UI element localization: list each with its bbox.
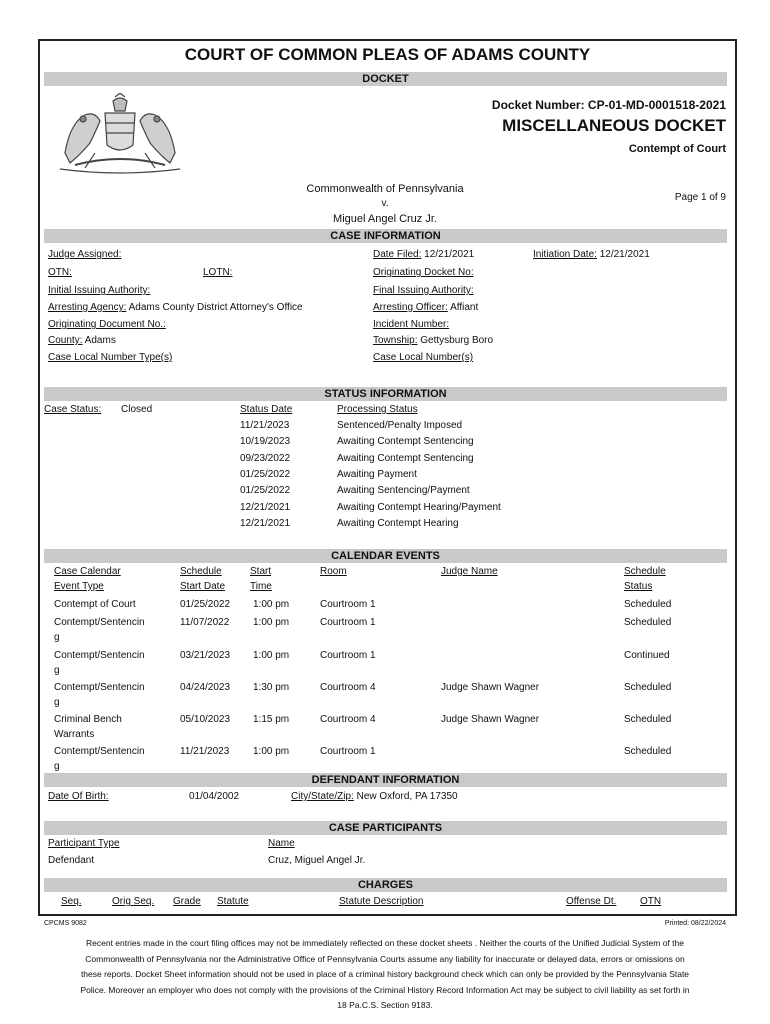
calendar-time: 1:00 pm xyxy=(253,617,290,628)
calendar-event-type-cont: g xyxy=(54,697,60,708)
processing-status: Awaiting Contempt Sentencing xyxy=(337,436,474,447)
charges-description-header: Statute Description xyxy=(339,896,424,907)
township-row xyxy=(373,335,493,346)
printed-date: Printed: 08/22/2024 xyxy=(664,920,726,927)
calendar-room: Courtroom 1 xyxy=(320,617,376,628)
case-participants-bar: CASE PARTICIPANTS xyxy=(44,821,727,835)
status-row xyxy=(240,420,289,431)
initiation-date-row xyxy=(533,249,650,260)
docket-bar: DOCKET xyxy=(44,72,727,86)
caption-versus: v. xyxy=(381,198,389,209)
participant-name-header: Name xyxy=(268,838,295,849)
calendar-room: Courtroom 1 xyxy=(320,599,376,610)
court-title: COURT OF COMMON PLEAS OF ADAMS COUNTY xyxy=(184,45,591,64)
case-information-bar: CASE INFORMATION xyxy=(44,229,727,243)
calendar-events-bar: CALENDAR EVENTS xyxy=(44,549,727,563)
charges-grade-header: Grade xyxy=(173,896,201,907)
processing-status: Awaiting Contempt Hearing xyxy=(337,518,459,529)
county-label: County: xyxy=(48,335,83,346)
calendar-status: Scheduled xyxy=(624,682,672,693)
calendar-time: 1:15 pm xyxy=(253,714,290,725)
calendar-event-type-cont: Warrants xyxy=(54,729,95,740)
calendar-date: 05/10/2023 xyxy=(180,714,231,725)
calendar-date: 04/24/2023 xyxy=(180,682,231,693)
calendar-room: Courtroom 4 xyxy=(320,714,376,725)
participant-type: Defendant xyxy=(48,855,95,866)
form-id: CPCMS 9082 xyxy=(44,920,87,927)
status-row xyxy=(337,420,462,431)
calendar-room: Courtroom 4 xyxy=(320,682,376,693)
arresting-agency-value: Adams County District Attorney's Office xyxy=(128,302,303,313)
charges-offense-date-header: Offense Dt. xyxy=(566,896,617,907)
initiation-date-label: Initiation Date: xyxy=(533,249,597,260)
calendar-event-type: Criminal Bench xyxy=(54,714,122,725)
status-row xyxy=(337,502,501,513)
docket-type: MISCELLANEOUS DOCKET xyxy=(502,116,726,135)
county-value: Adams xyxy=(84,335,116,346)
final-issuing-authority-label: Final Issuing Authority: xyxy=(373,285,474,296)
status-row xyxy=(337,469,417,480)
township-label: Township: xyxy=(373,335,418,346)
initiation-date-value: 12/21/2021 xyxy=(599,249,650,260)
processing-status: Awaiting Contempt Hearing/Payment xyxy=(337,502,501,513)
calendar-event-type-cont: g xyxy=(54,761,60,772)
case-status-label: Case Status: xyxy=(44,404,102,415)
initial-issuing-authority-label: Initial Issuing Authority: xyxy=(48,285,151,296)
participant-name: Cruz, Miguel Angel Jr. xyxy=(268,855,366,866)
status-row xyxy=(240,518,290,529)
status-date: 09/23/2022 xyxy=(240,453,291,464)
calendar-status: Scheduled xyxy=(624,599,672,610)
arresting-officer-value: Affiant xyxy=(450,302,479,313)
schedule-date-header-2: Start Date xyxy=(180,581,226,592)
calendar-status: Scheduled xyxy=(624,746,672,757)
case-status-value: Closed xyxy=(121,404,153,415)
status-row xyxy=(337,453,474,464)
calendar-time: 1:30 pm xyxy=(253,682,290,693)
status-date-header: Status Date xyxy=(240,404,293,415)
calendar-room: Courtroom 1 xyxy=(320,650,376,661)
calendar-date: 03/21/2023 xyxy=(180,650,231,661)
status-row xyxy=(240,469,290,480)
calendar-event-type: Contempt of Court xyxy=(54,599,136,610)
charges-seq-header: Seq. xyxy=(61,896,82,907)
city-state-zip-label: City/State/Zip: xyxy=(291,791,354,802)
status-row xyxy=(337,485,470,496)
docket-number: Docket Number: CP-01-MD-0001518-2021 xyxy=(491,98,726,112)
dob-label: Date Of Birth: xyxy=(48,791,109,802)
charges-statute-header: Statute xyxy=(217,896,249,907)
calendar-event-type-cont: g xyxy=(54,665,60,676)
status-row xyxy=(337,518,459,529)
county-row xyxy=(48,335,116,346)
case-local-number-type-label: Case Local Number Type(s) xyxy=(48,352,173,363)
event-type-header-1: Case Calendar xyxy=(54,566,121,577)
processing-status: Awaiting Contempt Sentencing xyxy=(337,453,474,464)
schedule-status-header-2: Status xyxy=(624,581,653,592)
status-row xyxy=(240,453,290,464)
disclaimer-notice: Recent entries made in the court filing offices may not be immediately reflected on these docket sheets . Neither the courts of the Unified Judicial System of the Commonwealth of Pennsylvania nor the Administrative Office of Pennsylvania Courts assume any liability for inaccurate or delayed data, errors or omissions on these reports. Docket Sheet information should not be used in place of a criminal history background check which can only be provided by the Pennsylvania State Police. Moreover an employer who does not comply with the provisions of the Criminal History Record Information Act may be subject to civil liability as set forth in 18 Pa.C.S. Section 9183. xyxy=(80,938,690,1010)
status-row xyxy=(337,436,474,447)
pennsylvania-coat-of-arms-icon xyxy=(55,93,185,175)
schedule-status-header-1: Schedule xyxy=(624,566,666,577)
city-state-zip-row xyxy=(291,791,458,802)
calendar-time: 1:00 pm xyxy=(253,599,290,610)
arresting-officer-row xyxy=(373,302,478,313)
status-row xyxy=(240,436,290,447)
caption-defendant: Miguel Angel Cruz Jr. xyxy=(333,213,437,225)
charges-orig-seq-header: Orig Seq. xyxy=(112,896,155,907)
calendar-judge: Judge Shawn Wagner xyxy=(441,714,540,725)
participant-type-header: Participant Type xyxy=(48,838,120,849)
status-date: 11/21/2023 xyxy=(240,420,290,431)
calendar-status: Scheduled xyxy=(624,714,672,725)
status-date: 12/21/2021 xyxy=(240,502,291,513)
date-filed-label: Date Filed: xyxy=(373,249,422,260)
processing-status: Awaiting Payment xyxy=(337,469,417,480)
status-information-bar: STATUS INFORMATION xyxy=(44,387,727,401)
schedule-date-header-1: Schedule xyxy=(180,566,222,577)
calendar-event-type: Contempt/Sentencin xyxy=(54,746,145,757)
calendar-date: 11/07/2022 xyxy=(180,617,230,628)
judge-assigned-label: Judge Assigned: xyxy=(48,249,122,260)
status-date: 01/25/2022 xyxy=(240,469,291,480)
calendar-status: Scheduled xyxy=(624,617,672,628)
date-filed-value: 12/21/2021 xyxy=(424,249,475,260)
originating-docket-label: Originating Docket No: xyxy=(373,267,474,278)
defendant-information-bar: DEFENDANT INFORMATION xyxy=(44,773,727,787)
lotn-label: LOTN: xyxy=(203,267,233,278)
calendar-date: 01/25/2022 xyxy=(180,599,231,610)
date-filed-row xyxy=(373,249,474,260)
incident-number-label: Incident Number: xyxy=(373,319,450,330)
judge-name-header: Judge Name xyxy=(441,566,498,577)
status-date: 10/19/2023 xyxy=(240,436,291,447)
otn-label: OTN: xyxy=(48,267,72,278)
calendar-room: Courtroom 1 xyxy=(320,746,376,757)
start-time-header-2: Time xyxy=(250,581,272,592)
arresting-officer-label: Arresting Officer: xyxy=(373,302,448,313)
status-date: 01/25/2022 xyxy=(240,485,291,496)
docket-subtitle: Contempt of Court xyxy=(628,143,726,155)
calendar-event-type-cont: g xyxy=(54,632,60,643)
city-state-zip-value: New Oxford, PA 17350 xyxy=(356,791,458,802)
calendar-judge: Judge Shawn Wagner xyxy=(441,682,540,693)
arresting-agency-row xyxy=(48,302,303,313)
case-local-number-label: Case Local Number(s) xyxy=(373,352,474,363)
page-indicator: Page 1 of 9 xyxy=(674,192,726,203)
township-value: Gettysburg Boro xyxy=(420,335,494,346)
status-date: 12/21/2021 xyxy=(240,518,291,529)
calendar-time: 1:00 pm xyxy=(253,746,290,757)
processing-status-header: Processing Status xyxy=(337,404,418,415)
start-time-header-1: Start xyxy=(250,566,272,577)
calendar-event-type: Contempt/Sentencin xyxy=(54,617,145,628)
status-row xyxy=(240,485,290,496)
status-row xyxy=(240,502,290,513)
calendar-event-type: Contempt/Sentencin xyxy=(54,650,145,661)
processing-status: Awaiting Sentencing/Payment xyxy=(337,485,470,496)
dob-value: 01/04/2002 xyxy=(189,791,240,802)
event-type-header-2: Event Type xyxy=(54,581,104,592)
charges-otn-header: OTN xyxy=(640,896,662,907)
charges-bar: CHARGES xyxy=(44,878,727,892)
calendar-date: 11/21/2023 xyxy=(180,746,230,757)
originating-document-label: Originating Document No.: xyxy=(48,319,166,330)
arresting-agency-label: Arresting Agency: xyxy=(48,302,127,313)
processing-status: Sentenced/Penalty Imposed xyxy=(337,420,463,431)
calendar-time: 1:00 pm xyxy=(253,650,290,661)
caption-plaintiff: Commonwealth of Pennsylvania xyxy=(306,183,464,195)
calendar-status: Continued xyxy=(624,650,670,661)
room-header: Room xyxy=(320,566,347,577)
calendar-event-type: Contempt/Sentencin xyxy=(54,682,145,693)
